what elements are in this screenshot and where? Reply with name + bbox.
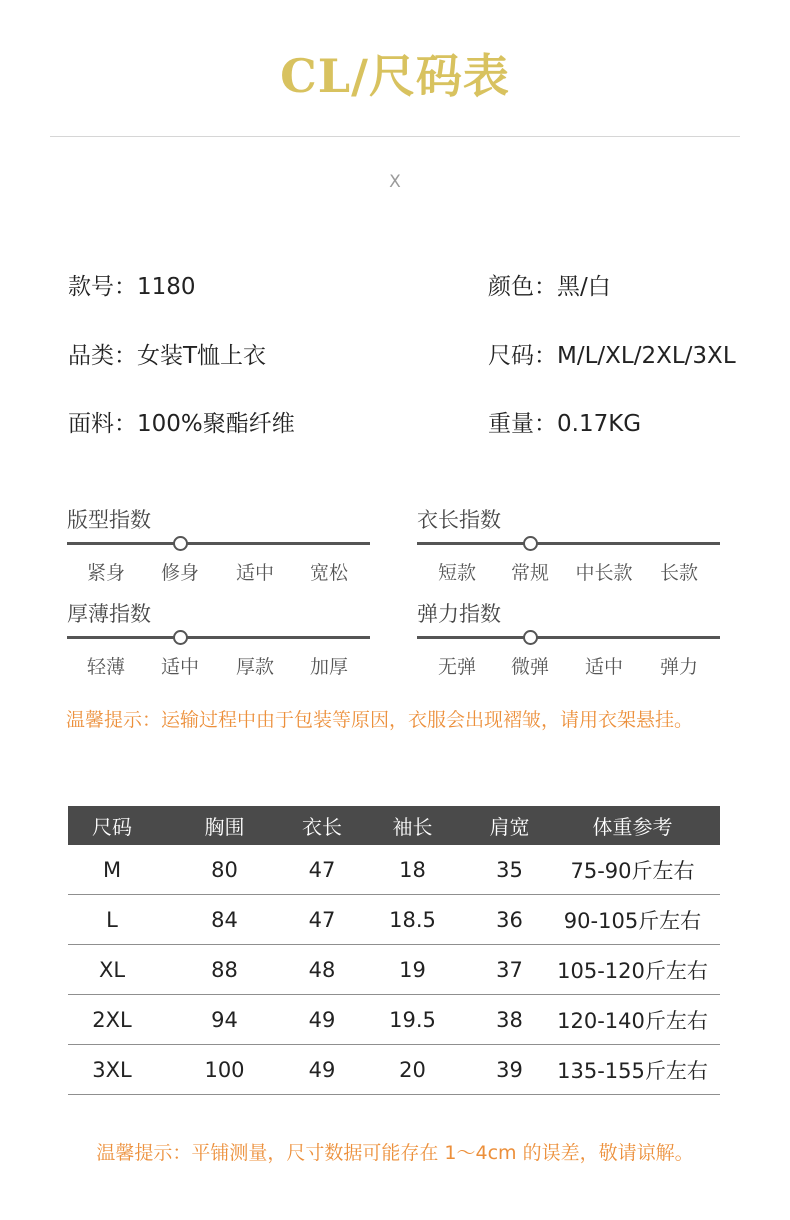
table-cell: 35 bbox=[496, 857, 523, 882]
table-cell: 19.5 bbox=[389, 1007, 436, 1032]
category-info: 品类：女装T恤上衣 bbox=[68, 343, 267, 369]
length-index-scale bbox=[417, 504, 720, 584]
table-cell: 80 bbox=[211, 857, 238, 882]
table-cell: 84 bbox=[211, 907, 238, 932]
scale-track bbox=[67, 636, 370, 639]
scale-label: 厚薄指数 bbox=[67, 602, 151, 626]
table-row bbox=[68, 845, 720, 895]
x-mark: X bbox=[389, 172, 401, 192]
title-divider bbox=[50, 136, 740, 137]
column-header: 尺码 bbox=[92, 815, 132, 839]
table-cell: 38 bbox=[496, 1007, 523, 1032]
table-cell: 105-120斤左右 bbox=[557, 958, 708, 983]
table-cell: 90-105斤左右 bbox=[563, 908, 702, 933]
measurement-tip: 温馨提示：平铺测量，尺寸数据可能存在 1～4cm 的误差，敬请谅解。 bbox=[96, 1142, 694, 1164]
scale-option: 修身 bbox=[160, 562, 199, 584]
table-cell: M bbox=[102, 857, 122, 882]
table-cell: 47 bbox=[308, 857, 336, 882]
scale-option: 加厚 bbox=[309, 656, 348, 678]
style-number: 款号：1180 bbox=[68, 274, 196, 300]
scale-track bbox=[417, 636, 720, 639]
scale-option: 弹力 bbox=[659, 656, 698, 678]
table-cell: 94 bbox=[211, 1007, 238, 1032]
table-row bbox=[68, 995, 720, 1045]
table-cell: 75-90斤左右 bbox=[570, 858, 695, 883]
scale-indicator bbox=[523, 630, 538, 645]
table-cell: 18.5 bbox=[389, 907, 436, 932]
table-cell: 49 bbox=[308, 1007, 336, 1032]
fabric-info: 面料：100%聚酯纤维 bbox=[68, 411, 295, 437]
table-cell: 47 bbox=[308, 907, 336, 932]
table-cell: 20 bbox=[399, 1057, 426, 1082]
table-cell: 39 bbox=[496, 1057, 523, 1082]
table-row bbox=[68, 945, 720, 995]
table-cell: 88 bbox=[211, 957, 238, 982]
column-header: 衣长 bbox=[302, 815, 342, 839]
scale-indicator bbox=[173, 536, 188, 551]
table-cell: 36 bbox=[496, 907, 523, 932]
scale-option: 适中 bbox=[235, 562, 274, 584]
scale-track bbox=[417, 542, 720, 545]
fit-index-scale bbox=[67, 504, 370, 584]
column-header: 肩宽 bbox=[489, 815, 530, 839]
scale-option: 紧身 bbox=[86, 562, 125, 584]
table-cell: L bbox=[106, 907, 118, 932]
table-cell: 100 bbox=[204, 1057, 245, 1082]
weight-info: 重量：0.17KG bbox=[488, 411, 642, 437]
scale-track bbox=[67, 542, 370, 545]
column-header: 胸围 bbox=[204, 815, 245, 839]
scale-option: 长款 bbox=[659, 562, 698, 584]
table-cell: 49 bbox=[308, 1057, 336, 1082]
scale-option: 宽松 bbox=[309, 562, 348, 584]
table-cell: 48 bbox=[308, 957, 336, 982]
scale-label: 版型指数 bbox=[67, 508, 151, 532]
table-row bbox=[68, 1045, 720, 1095]
scale-option: 无弹 bbox=[437, 656, 476, 678]
table-cell: 135-155斤左右 bbox=[557, 1058, 708, 1083]
column-header: 体重参考 bbox=[592, 815, 673, 839]
scale-indicator bbox=[523, 536, 538, 551]
table-cell: 18 bbox=[399, 857, 426, 882]
table-header-row bbox=[68, 806, 720, 845]
shipping-tip: 温馨提示：运输过程中由于包装等原因，衣服会出现褶皱，请用衣架悬挂。 bbox=[66, 709, 694, 731]
thickness-index-scale bbox=[67, 598, 370, 678]
scale-label: 衣长指数 bbox=[417, 508, 501, 532]
table-cell: 3XL bbox=[92, 1057, 132, 1082]
table-cell: XL bbox=[98, 957, 126, 982]
table-cell: 120-140斤左右 bbox=[557, 1008, 708, 1033]
scale-option: 厚款 bbox=[235, 656, 274, 678]
color-info: 颜色：黑/白 bbox=[488, 274, 611, 300]
page-title: CL/尺码表 bbox=[280, 49, 510, 103]
elasticity-index-scale bbox=[417, 598, 720, 678]
table-cell: 2XL bbox=[92, 1007, 132, 1032]
size-table bbox=[68, 806, 720, 1095]
scale-option: 适中 bbox=[160, 656, 199, 678]
sizes-info: 尺码：M/L/XL/2XL/3XL bbox=[488, 343, 736, 369]
scale-option: 适中 bbox=[584, 656, 623, 678]
scale-option: 轻薄 bbox=[86, 656, 125, 678]
table-cell: 19 bbox=[399, 957, 426, 982]
table-row bbox=[68, 895, 720, 945]
scale-label: 弹力指数 bbox=[417, 602, 501, 626]
scale-option: 微弹 bbox=[510, 656, 549, 678]
scale-option: 中长款 bbox=[575, 562, 633, 584]
scale-indicator bbox=[173, 630, 188, 645]
scale-option: 短款 bbox=[437, 562, 476, 584]
table-cell: 37 bbox=[496, 957, 523, 982]
scale-option: 常规 bbox=[510, 562, 549, 584]
column-header: 袖长 bbox=[392, 815, 433, 839]
